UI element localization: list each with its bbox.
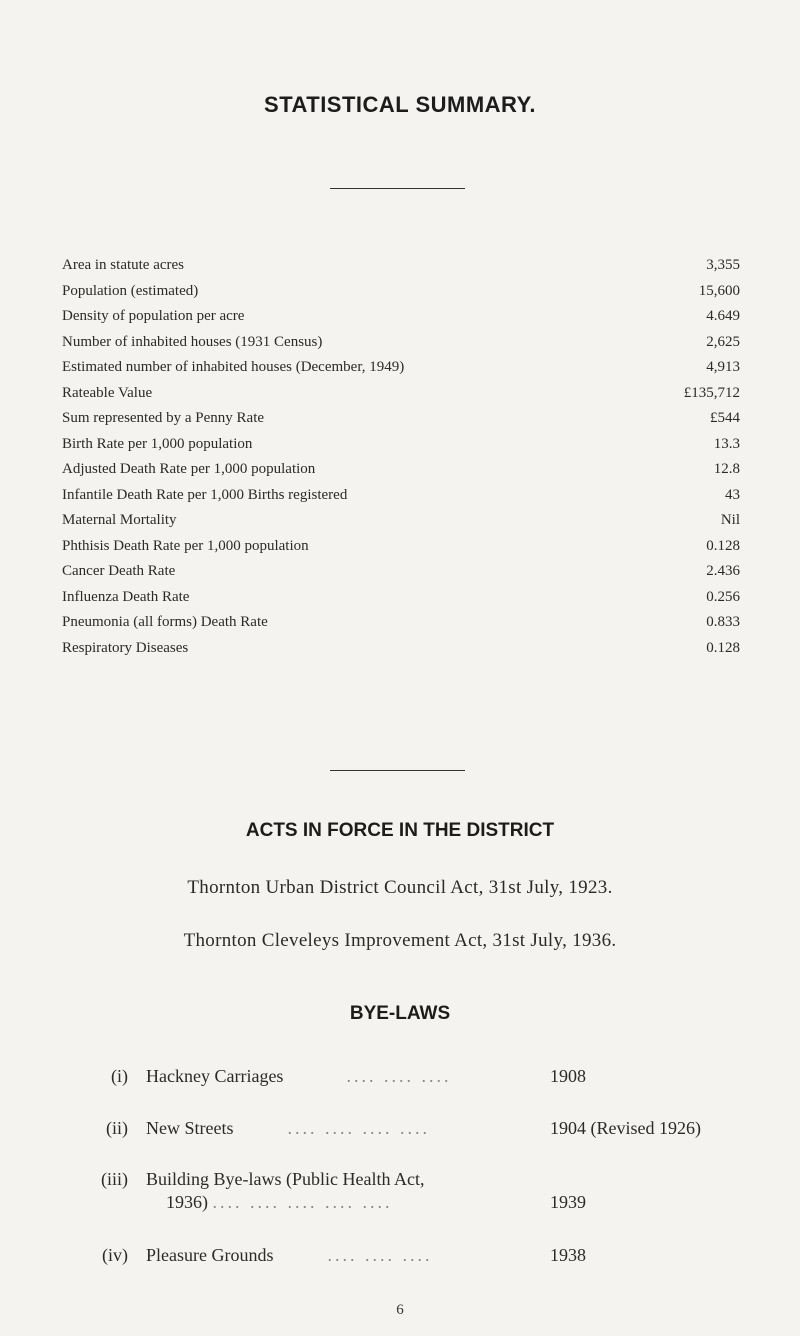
stat-row (62, 483, 740, 509)
stat-label: Number of inhabited houses (1931 Census) (62, 333, 323, 350)
byelaw-title (146, 1118, 430, 1139)
leader-dots: .... .... .... (327, 1245, 433, 1265)
act-item: Thornton Cleveleys Improvement Act, 31st July, 1936. (183, 930, 617, 951)
byelaw-year: 1939 (550, 1192, 586, 1212)
byelaws-heading: BYE-LAWS (349, 1003, 451, 1024)
stat-row (62, 559, 740, 585)
stat-row (62, 432, 740, 458)
stat-value: 43 (725, 486, 740, 503)
stat-row (62, 381, 740, 407)
byelaw-title-text: Hackney Carriages (146, 1066, 284, 1086)
page-title: STATISTICAL SUMMARY. (264, 92, 536, 117)
stat-label: Population (estimated) (62, 282, 199, 299)
stat-label: Maternal Mortality (62, 512, 177, 528)
stat-label: Birth Rate per 1,000 population (62, 435, 253, 452)
stat-label: Adjusted Death Rate per 1,000 population (62, 461, 316, 477)
byelaw-number: (iii) (101, 1169, 128, 1189)
stat-value: 0.833 (706, 614, 740, 630)
stat-row (62, 508, 740, 534)
stat-label: Phthisis Death Rate per 1,000 population (62, 537, 309, 554)
stat-row (62, 253, 740, 279)
page-number: 6 (396, 1302, 404, 1318)
byelaw-year: 1904 (Revised 1926) (550, 1118, 701, 1138)
stat-label: Respiratory Diseases (62, 639, 189, 656)
stat-label: Area in statute acres (62, 257, 185, 273)
stat-row (62, 330, 740, 356)
stat-value: 12.8 (713, 461, 740, 477)
stat-value: Nil (720, 512, 740, 528)
stat-value: 4,913 (706, 359, 740, 375)
stat-label: Rateable Value (62, 384, 153, 401)
stat-label: Cancer Death Rate (62, 563, 176, 579)
leader-dots: .... .... .... (346, 1066, 452, 1086)
stat-row (62, 355, 740, 381)
stat-label: Estimated number of inhabited houses (December, 1949) (62, 359, 405, 375)
stat-value: 4.649 (706, 308, 740, 324)
stat-row (62, 534, 740, 560)
stat-row (62, 585, 740, 611)
byelaw-title-continued (166, 1192, 393, 1213)
statistics-list (62, 253, 740, 661)
byelaw-number: (ii) (106, 1118, 128, 1138)
stat-label: Influenza Death Rate (62, 588, 190, 605)
byelaw-title (146, 1066, 451, 1087)
divider (330, 188, 465, 189)
stat-value: 0.128 (706, 537, 740, 554)
stat-value: £135,712 (683, 384, 740, 401)
leader-dots: .... .... .... .... .... (212, 1192, 393, 1212)
stat-value: £544 (710, 410, 740, 426)
byelaw-year: 1938 (550, 1245, 586, 1265)
stat-row (62, 304, 740, 330)
stat-value: 2.436 (706, 563, 740, 579)
stat-row (62, 636, 740, 662)
stat-row (62, 610, 740, 636)
leader-dots: .... .... .... .... (287, 1118, 430, 1138)
stat-row (62, 279, 740, 305)
byelaw-title-text: Pleasure Grounds (146, 1245, 274, 1265)
stat-value: 13.3 (713, 435, 740, 452)
byelaw-title-text: New Streets (146, 1118, 234, 1138)
byelaw-title (146, 1245, 432, 1266)
stat-label: Pneumonia (all forms) Death Rate (62, 614, 268, 630)
byelaw-year: 1908 (550, 1066, 586, 1086)
byelaw-title-text: 1936) (166, 1192, 208, 1212)
stat-row (62, 457, 740, 483)
stat-value: 3,355 (706, 257, 740, 273)
stat-label: Density of population per acre (62, 308, 245, 324)
divider (330, 770, 465, 771)
stat-label: Infantile Death Rate per 1,000 Births registered (62, 486, 348, 503)
act-item: Thornton Urban District Council Act, 31st July, 1923. (187, 877, 613, 898)
byelaw-number: (i) (111, 1066, 128, 1086)
stat-value: 0.256 (706, 588, 740, 605)
stat-value: 0.128 (706, 639, 740, 656)
stat-value: 2,625 (706, 333, 740, 350)
stat-label: Sum represented by a Penny Rate (62, 410, 265, 426)
acts-heading: ACTS IN FORCE IN THE DISTRICT (245, 820, 555, 841)
stat-value: 15,600 (698, 282, 740, 299)
stat-row (62, 406, 740, 432)
byelaw-number: (iv) (102, 1245, 128, 1265)
byelaw-title: Building Bye-laws (Public Health Act, (146, 1169, 425, 1189)
